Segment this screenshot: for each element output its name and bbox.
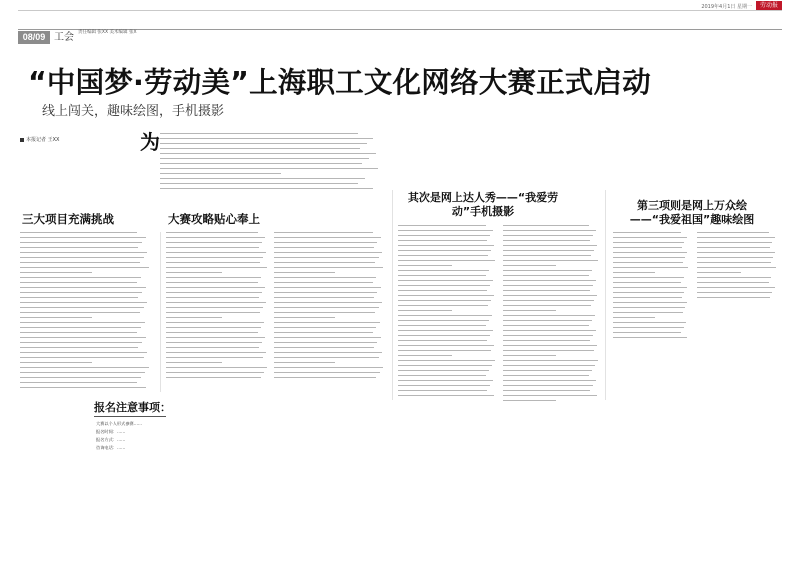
text-line	[697, 267, 776, 268]
text-line	[613, 252, 687, 253]
text-line	[20, 252, 147, 253]
text-line	[697, 272, 741, 273]
text-line	[503, 280, 596, 281]
text-line	[274, 352, 382, 353]
editors-credit: 责任编辑 张XX 美术编辑 张X	[78, 30, 137, 35]
text-line	[613, 277, 684, 278]
body-column	[274, 232, 384, 382]
text-line	[503, 305, 591, 306]
text-line	[398, 280, 493, 281]
text-line	[20, 367, 149, 368]
text-lines	[166, 232, 268, 382]
text-line	[503, 380, 596, 381]
text-line	[20, 362, 92, 363]
text-line	[613, 332, 681, 333]
text-line	[160, 168, 378, 169]
text-line	[160, 178, 365, 179]
text-line	[503, 400, 556, 401]
text-line	[503, 385, 593, 386]
text-line	[274, 327, 376, 328]
text-line	[697, 287, 775, 288]
text-line	[613, 257, 685, 258]
text-line	[398, 395, 494, 396]
text-line	[274, 267, 383, 268]
text-line	[697, 297, 770, 298]
subheadline: 线上闯关，趣味绘图，手机摄影	[42, 104, 225, 119]
text-line	[166, 352, 266, 353]
notice-list	[96, 421, 356, 453]
text-line	[20, 297, 138, 298]
text-line	[166, 242, 262, 243]
text-line	[160, 143, 367, 144]
text-line	[613, 327, 684, 328]
text-line	[503, 370, 592, 371]
text-line	[503, 300, 594, 301]
text-line	[160, 153, 376, 154]
text-line	[697, 237, 775, 238]
text-line	[20, 282, 137, 283]
text-line	[160, 183, 358, 184]
body-column	[613, 232, 689, 342]
text-line	[398, 300, 491, 301]
text-lines	[20, 232, 150, 392]
text-line	[160, 173, 281, 174]
text-line	[20, 272, 92, 273]
text-line	[20, 387, 146, 388]
text-line	[398, 330, 493, 331]
text-line	[398, 345, 494, 346]
body-column	[398, 225, 496, 400]
text-line	[697, 232, 769, 233]
text-line	[503, 335, 593, 336]
text-line	[398, 230, 493, 231]
text-line	[274, 257, 379, 258]
text-line	[20, 262, 140, 263]
text-line	[503, 225, 589, 226]
text-line	[503, 295, 597, 296]
text-line	[166, 247, 259, 248]
text-line	[398, 305, 488, 306]
list-item: 报名时间：……	[96, 429, 126, 434]
body-column	[166, 232, 268, 382]
text-line	[274, 337, 381, 338]
text-line	[20, 337, 146, 338]
text-line	[20, 347, 138, 348]
text-line	[613, 262, 683, 263]
text-lines	[160, 133, 380, 193]
text-line	[398, 260, 495, 261]
text-line	[166, 332, 258, 333]
body-column	[20, 232, 150, 392]
text-line	[166, 307, 263, 308]
issue-date: 2019年4月1日 星期一	[701, 4, 752, 10]
text-line	[160, 163, 362, 164]
text-line	[274, 342, 377, 343]
text-lines	[398, 225, 496, 400]
text-line	[697, 257, 773, 258]
text-line	[274, 252, 382, 253]
text-line	[398, 365, 492, 366]
text-line	[160, 158, 369, 159]
text-line	[166, 277, 261, 278]
text-line	[398, 255, 488, 256]
text-line	[398, 245, 494, 246]
text-line	[20, 332, 137, 333]
text-line	[20, 377, 141, 378]
text-line	[20, 327, 141, 328]
text-line	[398, 290, 487, 291]
text-line	[274, 277, 376, 278]
text-line	[166, 342, 262, 343]
text-line	[398, 355, 452, 356]
text-line	[398, 265, 452, 266]
text-line	[613, 232, 681, 233]
byline-text: 本报记者 王XX	[26, 137, 60, 143]
text-line	[274, 287, 381, 288]
text-line	[503, 250, 594, 251]
text-line	[274, 302, 382, 303]
text-line	[20, 372, 145, 373]
text-line	[503, 340, 590, 341]
text-line	[20, 317, 92, 318]
text-line	[166, 317, 222, 318]
text-line	[503, 275, 589, 276]
column-rule	[392, 190, 393, 400]
text-line	[697, 247, 770, 248]
text-line	[20, 307, 144, 308]
body-column	[697, 232, 777, 302]
text-line	[274, 232, 373, 233]
top-rule	[18, 10, 782, 11]
text-line	[166, 337, 265, 338]
text-line	[20, 277, 141, 278]
text-line	[613, 302, 687, 303]
text-line	[398, 320, 489, 321]
text-line	[398, 240, 487, 241]
text-line	[503, 355, 556, 356]
text-line	[503, 315, 595, 316]
list-item: 大赛以个人形式参赛……	[96, 421, 143, 426]
text-line	[503, 375, 589, 376]
text-line	[503, 285, 593, 286]
text-line	[20, 322, 145, 323]
text-line	[503, 365, 595, 366]
text-line	[398, 335, 490, 336]
text-line	[398, 235, 490, 236]
section-heading: 第三项则是网上万众绘——“我爱祖国”趣味绘图	[629, 199, 755, 226]
notice-heading: 报名注意事项：	[94, 401, 171, 414]
text-line	[166, 292, 262, 293]
byline	[20, 137, 59, 144]
section-name: 工会	[54, 32, 74, 43]
text-line	[166, 312, 260, 313]
text-line	[274, 322, 380, 323]
text-line	[503, 350, 594, 351]
text-line	[503, 310, 556, 311]
text-line	[160, 148, 360, 149]
text-line	[274, 282, 373, 283]
text-line	[274, 347, 374, 348]
text-line	[166, 237, 265, 238]
text-line	[166, 257, 263, 258]
text-line	[398, 350, 491, 351]
text-line	[503, 235, 593, 236]
text-line	[20, 257, 144, 258]
text-lines	[613, 232, 689, 342]
text-line	[166, 377, 261, 378]
text-line	[613, 322, 686, 323]
text-line	[274, 247, 374, 248]
text-line	[166, 372, 264, 373]
text-line	[166, 362, 222, 363]
text-line	[503, 330, 596, 331]
text-line	[503, 245, 597, 246]
text-line	[398, 225, 486, 226]
text-line	[166, 267, 267, 268]
text-line	[274, 332, 373, 333]
text-line	[613, 317, 655, 318]
text-line	[274, 262, 375, 263]
text-line	[166, 327, 261, 328]
text-line	[166, 297, 259, 298]
text-lines	[503, 225, 599, 405]
lead-paragraph	[160, 133, 380, 193]
section-heading: 三大项目充满挑战	[22, 212, 114, 226]
text-line	[613, 272, 655, 273]
text-line	[613, 247, 682, 248]
list-item: 咨询电话：……	[96, 445, 126, 450]
text-line	[20, 237, 146, 238]
text-line	[20, 242, 142, 243]
text-line	[398, 310, 452, 311]
text-line	[613, 337, 687, 338]
text-line	[398, 380, 493, 381]
text-line	[613, 292, 684, 293]
text-line	[503, 360, 598, 361]
text-line	[166, 272, 222, 273]
text-line	[398, 270, 489, 271]
text-line	[613, 267, 688, 268]
text-line	[503, 260, 598, 261]
text-line	[503, 390, 590, 391]
text-line	[613, 237, 687, 238]
text-line	[274, 362, 335, 363]
text-line	[166, 262, 260, 263]
text-line	[503, 320, 592, 321]
text-line	[503, 240, 590, 241]
text-line	[274, 377, 376, 378]
text-line	[503, 270, 592, 271]
text-line	[166, 347, 259, 348]
text-line	[503, 345, 597, 346]
page-number: 08/09	[18, 31, 50, 44]
text-line	[20, 352, 147, 353]
text-line	[398, 315, 492, 316]
text-line	[166, 322, 264, 323]
text-line	[20, 292, 142, 293]
notice-rule	[94, 416, 166, 417]
text-line	[398, 285, 490, 286]
text-line	[398, 360, 495, 361]
text-line	[274, 307, 379, 308]
text-line	[274, 297, 374, 298]
text-line	[613, 307, 685, 308]
text-line	[398, 390, 487, 391]
text-line	[697, 292, 772, 293]
text-line	[398, 275, 486, 276]
text-line	[274, 292, 377, 293]
text-line	[274, 272, 335, 273]
dropcap: 为	[140, 130, 160, 154]
text-line	[503, 395, 597, 396]
text-line	[166, 367, 267, 368]
text-line	[20, 287, 146, 288]
text-line	[166, 282, 258, 283]
text-line	[697, 262, 771, 263]
text-line	[160, 133, 358, 134]
text-line	[398, 325, 486, 326]
text-line	[398, 295, 494, 296]
text-line	[274, 312, 375, 313]
text-line	[20, 357, 144, 358]
text-line	[166, 302, 266, 303]
text-line	[503, 290, 590, 291]
list-item: 报名方式：……	[96, 437, 126, 442]
section-heading: 其次是网上达人秀——“我爱劳动”手机摄影	[407, 191, 559, 218]
text-line	[20, 312, 140, 313]
text-line	[274, 317, 335, 318]
text-line	[274, 357, 379, 358]
page-title: “中国梦·劳动美”上海职工文化网络大赛正式启动	[28, 66, 651, 99]
text-line	[166, 287, 265, 288]
text-line	[503, 325, 589, 326]
text-line	[503, 230, 596, 231]
text-line	[398, 250, 491, 251]
text-line	[398, 370, 489, 371]
text-line	[20, 247, 138, 248]
text-line	[503, 255, 591, 256]
text-line	[697, 282, 769, 283]
byline-square-icon	[20, 138, 24, 142]
text-line	[697, 277, 771, 278]
text-line	[398, 385, 490, 386]
text-line	[160, 138, 373, 139]
text-line	[613, 297, 682, 298]
text-line	[613, 287, 687, 288]
column-rule	[160, 232, 161, 392]
text-line	[160, 188, 373, 189]
column-rule	[605, 190, 606, 400]
text-line	[503, 265, 556, 266]
body-column	[503, 225, 599, 405]
section-heading: 大赛攻略贴心奉上	[168, 212, 260, 226]
text-line	[613, 312, 683, 313]
text-line	[20, 382, 137, 383]
text-line	[166, 232, 258, 233]
text-line	[398, 375, 486, 376]
text-lines	[274, 232, 384, 382]
text-line	[398, 340, 487, 341]
text-line	[274, 242, 377, 243]
text-line	[20, 302, 147, 303]
text-line	[613, 282, 681, 283]
masthead-badge: 劳动报	[756, 1, 782, 10]
text-line	[20, 267, 149, 268]
text-line	[274, 372, 380, 373]
text-line	[613, 242, 684, 243]
text-line	[20, 232, 137, 233]
text-line	[20, 342, 142, 343]
text-line	[166, 357, 263, 358]
text-line	[274, 367, 383, 368]
text-line	[166, 252, 266, 253]
text-line	[697, 252, 775, 253]
text-line	[697, 242, 772, 243]
text-line	[274, 237, 381, 238]
text-lines	[697, 232, 777, 302]
